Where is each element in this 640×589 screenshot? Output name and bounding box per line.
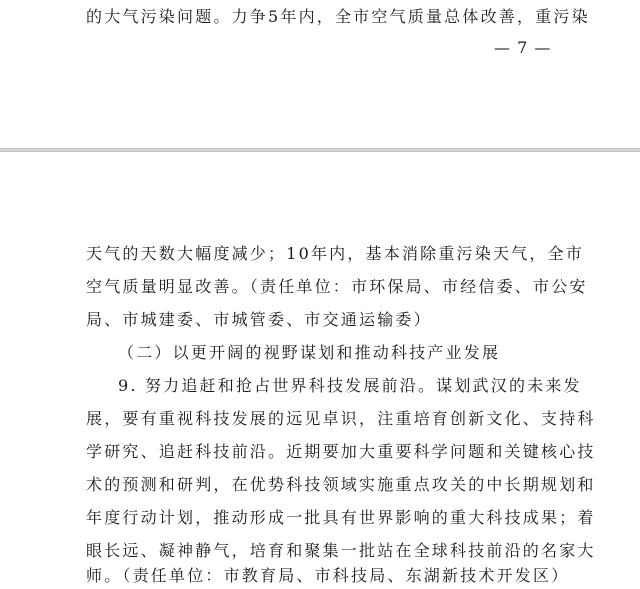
page-number: — 7 — <box>494 38 552 57</box>
text-line: 局、市城建委、市城管委、市交通运输委） <box>86 310 432 329</box>
text-line: 展，要有重视科技发展的远见卓识，注重培育创新文化、支持科 <box>86 409 596 428</box>
text-line: 9. 努力追赶和抢占世界科技发展前沿。谋划武汉的未来发 <box>118 376 582 395</box>
text-line: 天气的天数大幅度减少；10年内，基本消除重污染天气，全市 <box>86 244 584 263</box>
document-page-bottom <box>0 152 640 589</box>
text-line: 眼长远、凝神静气，培育和聚集一批站在全球科技前沿的名家大 <box>86 541 596 560</box>
text-line: 的大气污染问题。力争5年内，全市空气质量总体改善，重污染 <box>86 7 590 26</box>
text-line: 空气质量明显改善。（责任单位：市环保局、市经信委、市公安 <box>86 277 588 296</box>
text-line: 年度行动计划，推动形成一批具有世界影响的重大科技成果；着 <box>86 508 596 527</box>
document-page-top <box>0 0 640 148</box>
text-line: 师。（责任单位：市教育局、市科技局、东湖新技术开发区） <box>86 566 570 585</box>
text-line: 术的预测和研判，在优势科技领域实施重点攻关的中长期规划和 <box>86 475 596 494</box>
section-heading: （二）以更开阔的视野谋划和推动科技产业发展 <box>118 343 501 362</box>
text-line: 学研究、追赶科技前沿。近期要加大重要科学问题和关键核心技 <box>86 442 596 461</box>
